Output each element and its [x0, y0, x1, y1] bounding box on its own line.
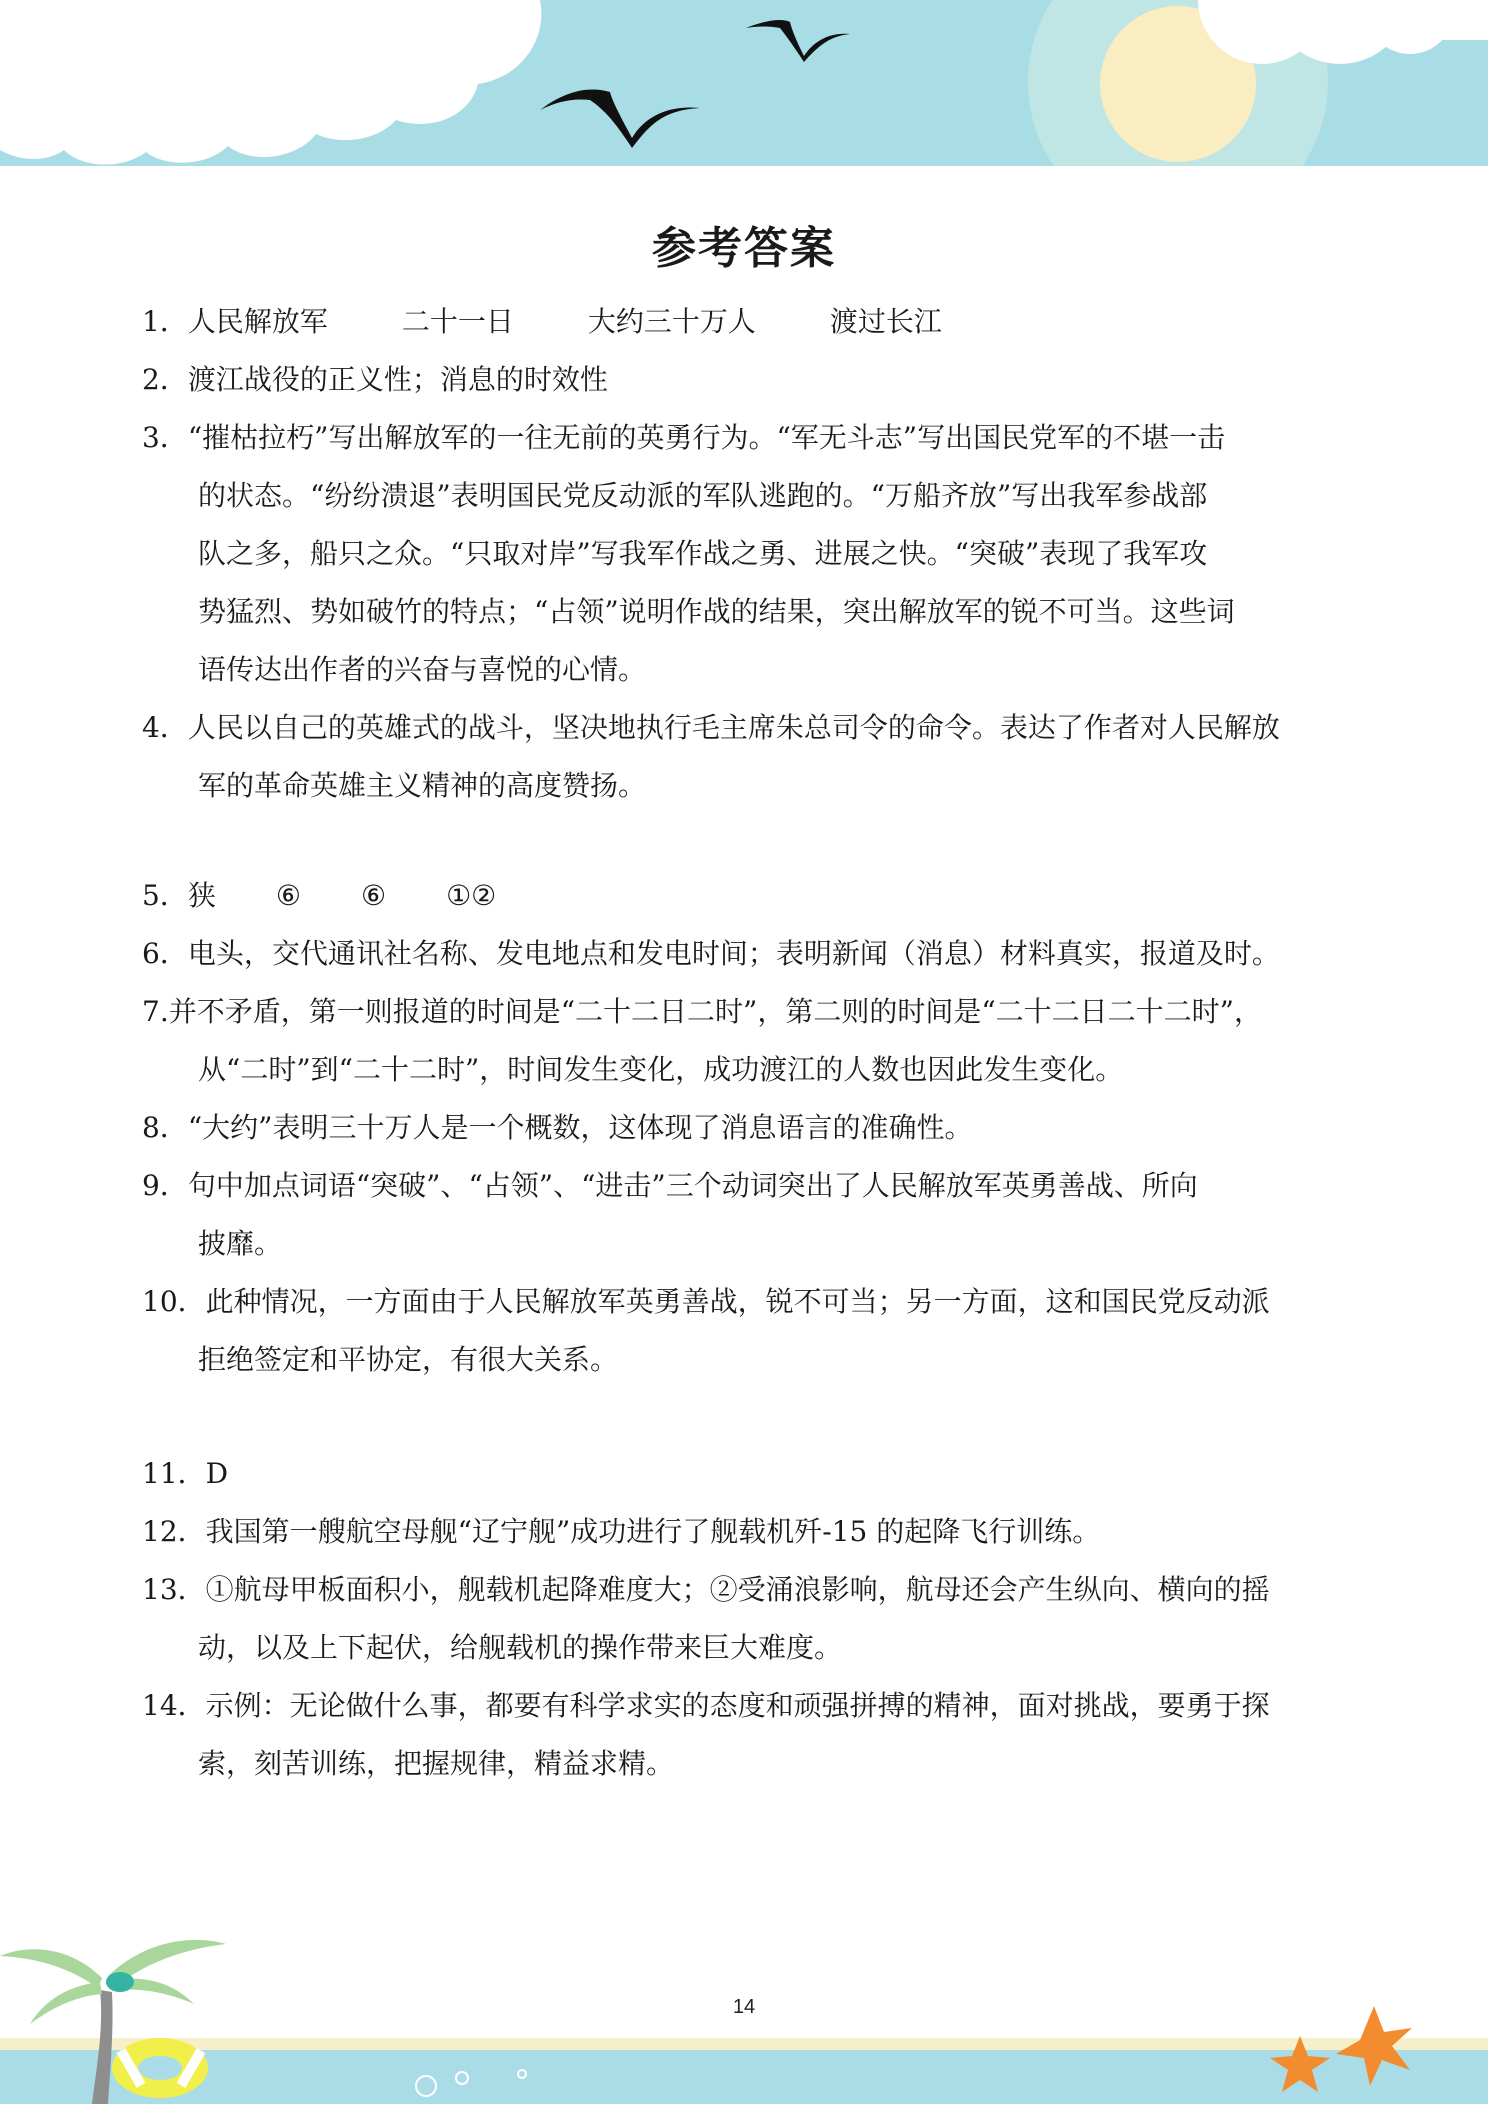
header-banner [0, 0, 1488, 166]
page-number: 14 [732, 1996, 756, 2018]
answer-text: 此种情况，一方面由于人民解放军英勇善战，锐不可当；另一方面，这和国民党反动派 [205, 1285, 1270, 1318]
answer-line [142, 418, 1225, 458]
answer-number: 6． [142, 937, 188, 970]
answer-part: ①② [446, 879, 497, 912]
answer-text: 句中加点词语“突破”、“占领”、“进击”三个动词突出了人民解放军英勇善战、所向 [187, 1169, 1198, 1202]
page-title: 参考答案 [652, 223, 836, 274]
answer-line [142, 934, 1280, 974]
answer-line: 军的革命英雄主义精神的高度赞扬。 [198, 769, 647, 802]
answer-part: 人民解放军 [187, 305, 328, 338]
answer-text: 电头，交代通讯社名称、发电地点和发电时间；表明新闻（消息）材料真实，报道及时。 [187, 937, 1280, 970]
answer-number: 2． [142, 363, 188, 396]
answer-number: 5． [142, 879, 188, 912]
answer-line [142, 1282, 1270, 1322]
answer-number: 14． [142, 1689, 206, 1722]
answer-line: 索，刻苦训练，把握规律，精益求精。 [198, 1747, 675, 1780]
answer-line [142, 1108, 972, 1148]
swim-ring-icon [112, 2038, 208, 2098]
answer-line [142, 876, 496, 916]
answer-line [142, 708, 1280, 748]
answer-text: “大约”表明三十万人是一个概数，这体现了消息语言的准确性。 [187, 1111, 973, 1144]
answer-number: 3． [142, 421, 188, 454]
answer-text: 并不矛盾，第一则报道的时间是“二十二日二时”，第二则的时间是“二十二日二十二时”， [168, 995, 1262, 1028]
answer-number: 12． [142, 1515, 206, 1548]
answer-text: 渡江战役的正义性；消息的时效性 [187, 363, 608, 396]
answer-line [142, 992, 1262, 1032]
answer-line: 语传达出作者的兴奋与喜悦的心情。 [198, 653, 647, 686]
answer-line: 动，以及上下起伏，给舰载机的操作带来巨大难度。 [198, 1631, 843, 1664]
answer-line [142, 1686, 1270, 1726]
answer-text: 示例：无论做什么事，都要有科学求实的态度和顽强拼搏的精神，面对挑战，要勇于探 [205, 1689, 1270, 1722]
answer-line [142, 360, 608, 400]
answer-line: 的状态。“纷纷溃退”表明国民党反动派的军队逃跑的。“万船齐放”写出我军参战部 [198, 479, 1208, 512]
sea-strip [0, 2050, 1488, 2104]
answer-number: 10． [142, 1285, 206, 1318]
answer-line [142, 1454, 228, 1494]
answer-text: D [205, 1457, 229, 1490]
answer-number: 9． [142, 1169, 188, 1202]
answer-number: 1． [142, 305, 188, 338]
answer-text: “摧枯拉朽”写出解放军的一往无前的英勇行为。“军无斗志”写出国民党军的不堪一击 [187, 421, 1226, 454]
answer-part: 渡过长江 [829, 305, 942, 338]
answer-line: 披靡。 [198, 1227, 283, 1260]
answer-line: 拒绝签定和平协定，有很大关系。 [198, 1343, 619, 1376]
answer-line [142, 1166, 1198, 1206]
answer-line [142, 302, 942, 342]
answer-number: 8． [142, 1111, 188, 1144]
answer-part: 大约三十万人 [587, 305, 756, 338]
answer-number: 7. [142, 995, 169, 1028]
answer-text: 人民以自己的英雄式的战斗，坚决地执行毛主席朱总司令的命令。表达了作者对人民解放 [187, 711, 1280, 744]
answer-number: 13． [142, 1573, 206, 1606]
answer-line: 从“二时”到“二十二时”，时间发生变化，成功渡江的人数也因此发生变化。 [198, 1053, 1124, 1086]
answer-part: ⑥ [360, 879, 387, 912]
answer-line: 队之多，船只之众。“只取对岸”写我军作战之勇、进展之快。“突破”表现了我军攻 [198, 537, 1208, 570]
footer-banner [0, 1900, 1488, 2104]
answer-part: 二十一日 [401, 305, 514, 338]
answer-text: 我国第一艘航空母舰“辽宁舰”成功进行了舰载机歼-15 的起降飞行训练。 [205, 1515, 1101, 1548]
answer-part: 狭 [187, 879, 216, 912]
answer-line: 势猛烈、势如破竹的特点；“占领”说明作战的结果，突出解放军的锐不可当。这些词 [198, 595, 1235, 628]
answer-text: ①航母甲板面积小，舰载机起降难度大；②受涌浪影响，航母还会产生纵向、横向的摇 [205, 1573, 1270, 1606]
answer-line [142, 1512, 1100, 1552]
answer-number: 4． [142, 711, 188, 744]
answer-line [142, 1570, 1270, 1610]
answer-part: ⑥ [275, 879, 301, 912]
answer-number: 11． [142, 1457, 206, 1490]
